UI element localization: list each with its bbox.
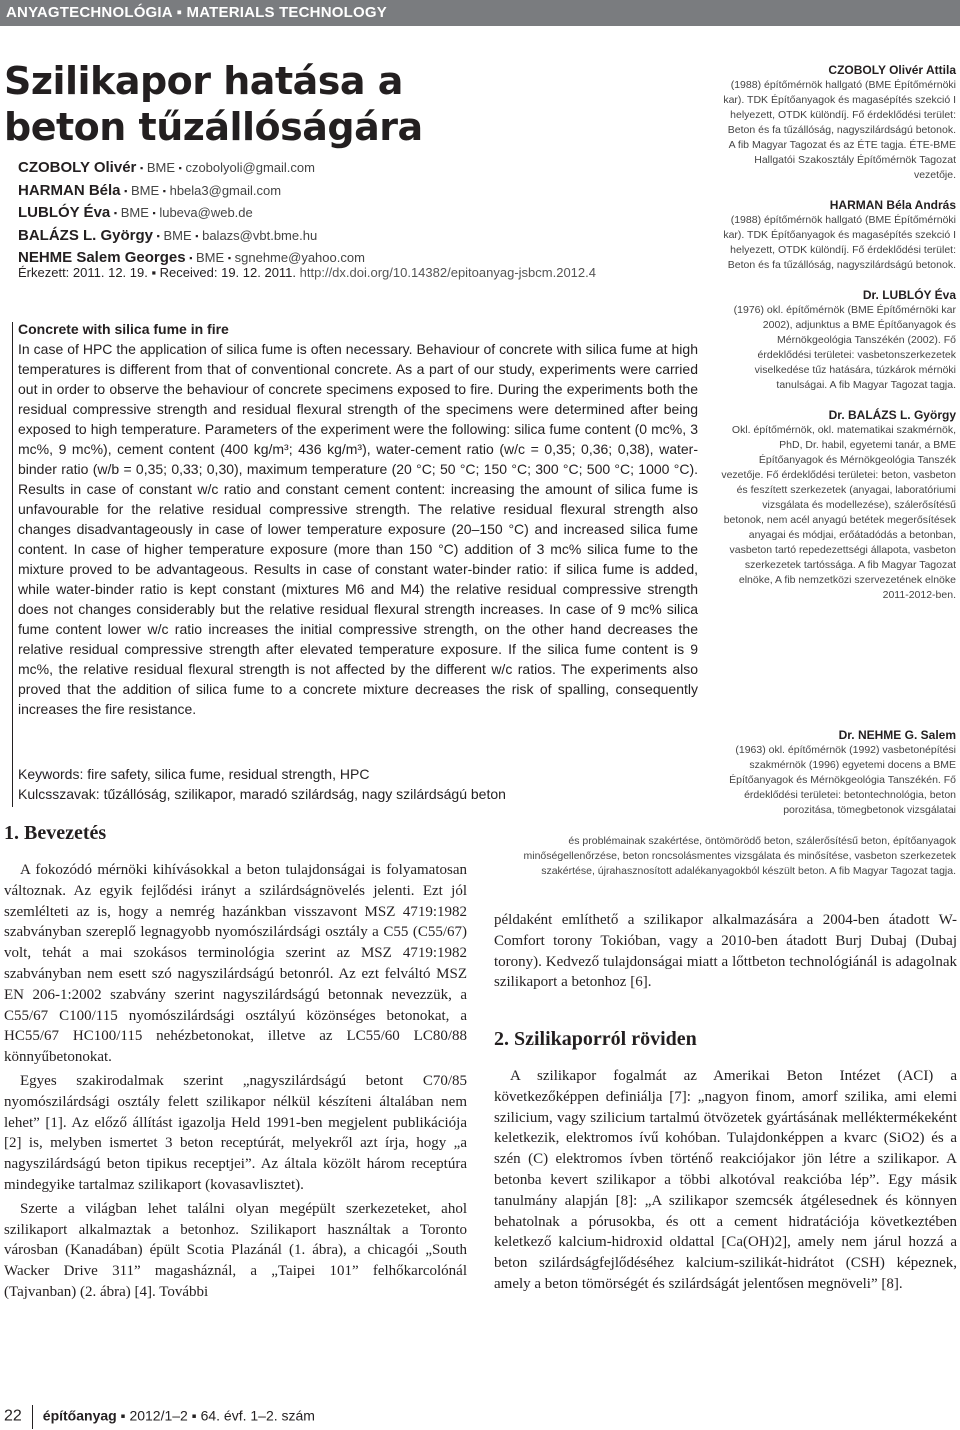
bio-name: Dr. NEHME G. Salem bbox=[838, 728, 956, 742]
keywords-en: Keywords: fire safety, silica fume, residual strength, HPC bbox=[18, 766, 370, 782]
body-column-right-2 bbox=[494, 1066, 957, 1298]
author-line: BALÁZS L. György ▪ BME ▪ balazs@vbt.bme.hu bbox=[18, 226, 318, 244]
bio-text: (1988) építőmérnök hallgató (BME Építőmérnöki kar). TDK Építőanyagok és magasépítés szekció I helyezett, OTDK különdíj. Fő érdeklődési terület: Beton és fa tűzállóság, nagyszilárdságú betonok. A fib Magyar Tagozat és az ÉTE tagja. ÉTE-BME Hallgatói Szakosztály Építőmérnök Tagozat vezetője. bbox=[723, 79, 956, 181]
page-footer bbox=[4, 1405, 315, 1429]
bio-text: (1963) okl. építőmérnök (1992) vasbetonépítési szakmérnök (1996) egyetemi docens a BME Építőanyagok és Mérnökgeológia Tanszékén. Fő érdeklődési területei: betontechnológia, beton porozitása, tömegbetonok vizsgálatai bbox=[729, 744, 956, 816]
paragraph: A fokozódó mérnöki kihívásokkal a beton tulajdonságai is folyamatosan változnak. Az egyik fejlődési irányt a szilárdságnövelés jelenti. Ezt jól szemlélteti az is, hogy a nemrég hazánkban visszavont MSZ 4719:1982 szabványban szereplő legnagyobb nyomószilárdsági osztály a C55 (C55/67) volt, tehát a mai szokásos terminológia szerint az MSZ 4719:1982 szabványban nem esett szó nagyszilárdságú betonról. Az ezt felváltó MSZ EN 206-1:2002 szabvány szerint nagyszilárdságú betonnak nevezzük, a C55/67 C100/115 nyomószilárdsági osztályú közönséges betonokat, a HC55/67 HC100/115 nehézbetonokat, illetve az LC55/60 LC80/88 könnyűbetonokat. bbox=[4, 862, 467, 1066]
author-name: NEHME Salem Georges bbox=[18, 249, 186, 266]
author-email[interactable]: balazs@vbt.bme.hu bbox=[202, 227, 318, 243]
bio-text-continued: és problémainak szakértése, öntömörödő beton, szálerősítésű beton, építőanyagok minőségellenőrzése, beton roncsolásmentes vizsgálata és minősítése, vasbeton szerkezetek szakértése, újrahasznosított adalékanyagokból készült beton. A fib Magyar Tagozat tagja. bbox=[523, 835, 956, 877]
keywords-block bbox=[18, 764, 698, 804]
journal-name: építőanyag bbox=[42, 1407, 117, 1424]
paragraph: Egyes szakirodalmak szerint „nagyszilárdságú betont C70/85 nyomószilárdsági osztály felett szilikapor nélkül készíteni általában nem lehet” [1]. Az előző állítást igazolja Held 1991-ben megjelent publikációja [2] is, melyben ismertet 3 beton receptúrát, melyekről azt írja, hogy „a nagyszilárdságú beton tipikus receptjei”. Az általa közölt három receptúra mindegyike tartalmaz szilikaport (kovasavlisztet). bbox=[4, 1072, 467, 1193]
received-date: Érkezett: 2011. 12. 19. ▪ Received: 19. 12. 2011. bbox=[18, 265, 297, 280]
author-line: CZOBOLY Olivér ▪ BME ▪ czobolyoli@gmail.com bbox=[18, 159, 315, 176]
author-name: BALÁZS L. György bbox=[18, 226, 154, 244]
author-email[interactable]: czobolyoli@gmail.com bbox=[185, 160, 315, 175]
abstract-title: Concrete with silica fume in fire bbox=[18, 321, 229, 337]
author-email[interactable]: sgnehme@yahoo.com bbox=[234, 250, 365, 265]
bio-text: (1988) építőmérnök hallgató (BME Építőmérnöki kar). TDK Építőanyagok és magasépítés szekció I helyezett, OTDK különdíj. Fő érdeklődési terület: Beton és fa tűzállóság, nagyszilárdságú betonok. bbox=[723, 214, 956, 271]
author-line: NEHME Salem Georges ▪ BME ▪ sgnehme@yahoo.com bbox=[18, 249, 365, 266]
article-title: Szilikapor hatása a beton tűzállóságára bbox=[4, 59, 423, 149]
author-name: HARMAN Béla bbox=[18, 181, 121, 199]
bio-block bbox=[716, 727, 956, 818]
author-affiliation: BME bbox=[146, 160, 175, 175]
author-name: LUBLÓY Éva bbox=[18, 204, 111, 221]
bio-name: Dr. BALÁZS L. György bbox=[828, 408, 956, 422]
bio-block bbox=[721, 197, 956, 273]
bio-text: Okl. építőmérnök, okl. matematikai szakmérnök, PhD, Dr. habil, egyetemi tanár, a BME Építőanyagok és Mérnökgeológia Tanszék vezetője. Fő érdeklődési területei: beton, vasbeton és feszített szerkezetek (anyagai, laboratóriumi vizsgálata és modellezése), szálerősítésű betonok, nem acél anyagú betétek megerősítések anyagai és módjai, erőátadódás a betonban, vasbeton tartó repedezettségi állapota, vasbeton szerkezetek tartóssága. A fib Magyar Tagozat elnöke, A fib nemzetközi szervezetének elnöke 2011-2012-ben. bbox=[721, 424, 956, 601]
bio-block bbox=[721, 62, 956, 183]
author-bios bbox=[721, 62, 956, 617]
author-affiliation: BME bbox=[130, 182, 160, 198]
abstract-rule bbox=[12, 322, 13, 807]
bio-name: CZOBOLY Olivér Attila bbox=[828, 63, 956, 77]
author-line: HARMAN Béla ▪ BME ▪ hbela3@gmail.com bbox=[18, 181, 282, 199]
author-affiliation: BME bbox=[120, 205, 149, 220]
body-column-left bbox=[4, 860, 467, 1306]
paragraph: A szilikapor fogalmát az Amerikai Beton Intézet (ACI) a következőképpen definiálja [7]: „nagyon finom, amorf szilika, ami elemi szilicium, vagy szilicium tartalmú ötvözetek gyártásának melléktermékeként keletkezik, elektromos ívű kohóban. Tulajdonképpen a kvarc (SiO2) és a szén (C) elektromos ívben történő reakciójakor jön létre a szilikapor. A betonba kevert szilikapor a többi alkotóval reakcióba lép”. Egy másik tanulmány alapján [8]: „A szilikapor szemcsék átgélesednek és könnyen behatolnak a pórusokba, és ott a cement hidratációja következtében keletkező kalcium-hidroxid oldattal [Ca(OH)2], amely nem járul hozzá a beton szilárdságfejlődéséhez kalcium-szilikát-hidrátot (CSH) képeznek, amely a beton tömörségét és szilárdságát jelentősen megnöveli” [8]. bbox=[494, 1068, 957, 1292]
abstract-text: In case of HPC the application of silica fume is often necessary. Behaviour of concrete with silica fume at high temperatures is different from that of conventional concrete. As a part of our study, experiments were carried out in order to observe the behaviour of concrete specimens exposed to fire. During the experiments both the residual compressive strength and residual flexural strength of the specimens were determined after being exposed to high temperature. Parameters of the experiment were the following: silica fume content (0 mc%, 3 mc%, 9 mc%), cement content (400 kg/m³; 436 kg/m³), water-cement ratio (w/c = 0,35; 0,36; 0,38), water-binder ratio (w/b = 0,35; 0,33; 0,30), maximum temperature (20 °C; 50 °C; 150 °C; 300 °C; 500 °C; 1000 °C). Results in case of constant w/c ratio and constant cement content: increasing the amount of silica fume is unfavourable for the relative residual compressive strength. The relative residual flexural strength also changes disadvantageously in case of lower temperature exposure (20–150 °C) and increased silica fume content. In case of higher temperature exposure (more than 150 °C) addition of 3 mc% silica fume to the mixture proved to be advantageous. Results in case of constant water-binder ratio: if silica fume is added, while water-binder ratio is kept constant (mixtures M6 and M4) the relative residual compressive strength does not changes considerably but the relative residual flexural strength increases. In case of 9 mc% silica fume content lower w/c ratio increases the initial compressive strength, on the other hand decreases the relative residual compressive strength after elevated temperature exposure. If the silica fume content is 9 mc%, the relative residual flexural strength is not affected by the different w/c ratios. The experiments also proved that the addition of silica fume to a concrete mixture decreases the risk of spalling, consequently increases the fire resistance. bbox=[18, 341, 698, 717]
doi-link[interactable]: http://dx.doi.org/10.14382/epitoanyag-jsbcm.2012.4 bbox=[299, 265, 596, 280]
keywords-hu: Kulcsszavak: tűzállóság, szilikapor, maradó szilárdság, nagy szilárdságú beton bbox=[18, 786, 506, 802]
issue-info: ▪ 2012/1–2 ▪ 64. évf. 1–2. szám bbox=[120, 1407, 315, 1424]
section-heading: 1. Bevezetés bbox=[4, 822, 107, 844]
page-number: 22 bbox=[4, 1407, 22, 1425]
author-affiliation: BME bbox=[163, 227, 192, 243]
section-header-bar bbox=[0, 0, 960, 26]
author-name: CZOBOLY Olivér bbox=[18, 159, 137, 176]
author-affiliation: BME bbox=[196, 250, 225, 265]
body-column-right bbox=[494, 910, 957, 996]
bio-name: Dr. LUBLÓY Éva bbox=[862, 288, 956, 302]
author-line: LUBLÓY Éva ▪ BME ▪ lubeva@web.de bbox=[18, 204, 253, 221]
author-email[interactable]: lubeva@web.de bbox=[159, 205, 253, 220]
author-email[interactable]: hbela3@gmail.com bbox=[169, 182, 282, 198]
received-line bbox=[18, 265, 596, 280]
section-heading: 2. Szilikaporról röviden bbox=[494, 1028, 697, 1050]
bio-text: (1976) okl. építőmérnök (BME Építőmérnöki kar 2002), adjunktus a BME Építőanyagok és Mérnökgeológia Tanszékén (2002). Fő érdeklődési területei: vasbetonszerkezetek viselkedése tűz hatására, túzkárok mérnöki tanulságai. A fib Magyar Tagozat tagja. bbox=[733, 304, 956, 391]
bio-block bbox=[721, 407, 956, 603]
paragraph: példaként említhető a szilikapor alkalmazására a 2004-ben átadott W-Comfort torony Tokióban, vagy a 2010-ben átadott Burj Dubaj (Dubaj torony). Kedvező tulajdonságai miatt a lőttbeton technológiánál is adagolnak szilikaport a betonhoz [6]. bbox=[494, 912, 957, 991]
author-list bbox=[18, 157, 698, 270]
bio-name: HARMAN Béla András bbox=[829, 198, 956, 212]
paragraph: Szerte a világban lehet találni olyan megépült szerkezeteket, ahol szilikaport alkalmaztak a betonhoz. Szilikaport használtak a Toronto városban (Kanadában) épült Scotia Plazánál (1. ábra), a chicagói „South Wacker Drive 311” magasháznál, a „Taipei 101” felhőkarcolónál (Tajvanban) (2. ábra) [4]. További bbox=[4, 1200, 467, 1300]
bio-block bbox=[721, 287, 956, 393]
section-header-label: ANYAGTECHNOLÓGIA ▪ MATERIALS TECHNOLOGY bbox=[6, 4, 387, 21]
